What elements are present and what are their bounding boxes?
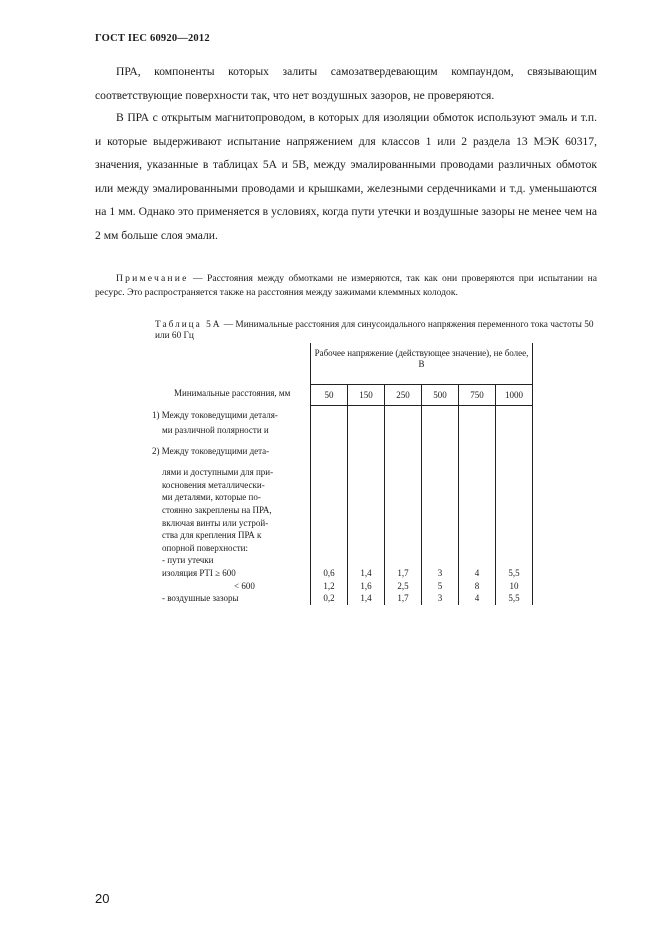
item2-line: лями и доступными для при- [162,467,274,478]
value-cell: 5,5 [508,593,520,604]
paragraph-1: ПРА, компоненты которых залиты самозатвердевающим компаундом, связывающим соответствующие поверхности так, что нет воздушных зазоров, не проверяются. [95,65,597,102]
value-cell: 5 [437,580,443,591]
value-column [348,406,385,605]
value-column [459,406,496,605]
item2-line: стоянно закреплены на ПРА, [162,505,272,516]
item2-line: включая винты или устрой- [162,517,269,528]
document-header: ГОСТ IEC 60920—2012 [95,33,210,44]
value-column [496,406,533,605]
table-5a [152,343,533,605]
table-voltage-header: Рабочее напряжение (действующее значение), не более, В [311,343,533,385]
pti-lt-label: < 600 [234,580,255,591]
voltage-header-cell: 250 [385,385,422,406]
value-cell: 2,5 [397,580,409,591]
value-cell: 8 [474,580,480,591]
item2-line: косновения металлически- [162,479,265,490]
paragraph-2: В ПРА с открытым магнитопроводом, в которых для изоляции обмоток используют эмаль и т.п. и которые выдерживают испытание напряжением для классов 1 или 2 раздела 13 МЭК 60317, значения, указанные в таблицах 5А и 5В, между эмалированными проводами различных обмоток или между эмалированными проводами и крышками, железными сердечниками и т.д. уменьшаются на 1 мм. Однако это применяется в условиях, когда пути утечки и воздушные зазоры не менее чем на 2 мм больше слоя эмали. [95,111,597,242]
item2-line: ства для крепления ПРА к [162,530,262,541]
voltage-header-cell: 50 [311,385,348,406]
page-number: 20 [95,891,110,906]
item1-line2: ми различной полярности и [162,425,269,436]
voltage-header-cell: 750 [459,385,496,406]
item1-line1: 1) Между токоведущими деталя- [152,409,278,420]
voltage-header-cell: 1000 [496,385,533,406]
value-column [422,406,459,605]
table-row-header: Минимальные расстояния, мм [152,343,311,406]
table-caption-label: Таблица 5А [155,320,222,330]
value-cell: 1,7 [397,568,409,579]
value-cell: 4 [474,568,480,579]
note-label: Примечание [116,273,189,284]
value-cell: 1,6 [360,580,372,591]
item2-line1: 2) Между токоведущими дета- [152,445,270,456]
value-cell: 5,5 [508,568,520,579]
value-column [385,406,422,605]
value-cell: 1,2 [323,580,335,591]
value-column [311,406,348,605]
voltage-header-cell: 500 [422,385,459,406]
value-cell: 10 [509,580,519,591]
table-caption [155,320,603,342]
value-cell: 3 [437,568,443,579]
item2-line: опорной поверхности: [162,542,248,553]
voltage-header-cell: 150 [348,385,385,406]
table-row-label [152,406,311,605]
clearance-label: - воздушные зазоры [162,593,239,604]
value-cell: 1,4 [360,593,372,604]
item2-line: ми деталями, которые по- [162,492,261,503]
value-cell: 1,4 [360,568,372,579]
value-cell: 4 [474,593,480,604]
creepage-label: - пути утечки [162,555,214,566]
value-cell: 1,7 [397,593,409,604]
value-cell: 0,6 [323,568,335,579]
value-cell: 3 [437,593,443,604]
pti-ge-label: изоляция PTI ≥ 600 [162,568,236,579]
value-cell: 0,2 [323,593,335,604]
note-text: — Расстояния между обмотками не измеряются, так как они проверяются при испытании на ресурс. Это распространяется также на расстояния между зажимами клеммных колодок. [95,273,597,298]
note [95,272,597,299]
table-caption-text: — Минимальные расстояния для синусоидального напряжения переменного тока частоты 50 или 60 Гц [155,320,594,341]
item2-lines [152,457,310,554]
